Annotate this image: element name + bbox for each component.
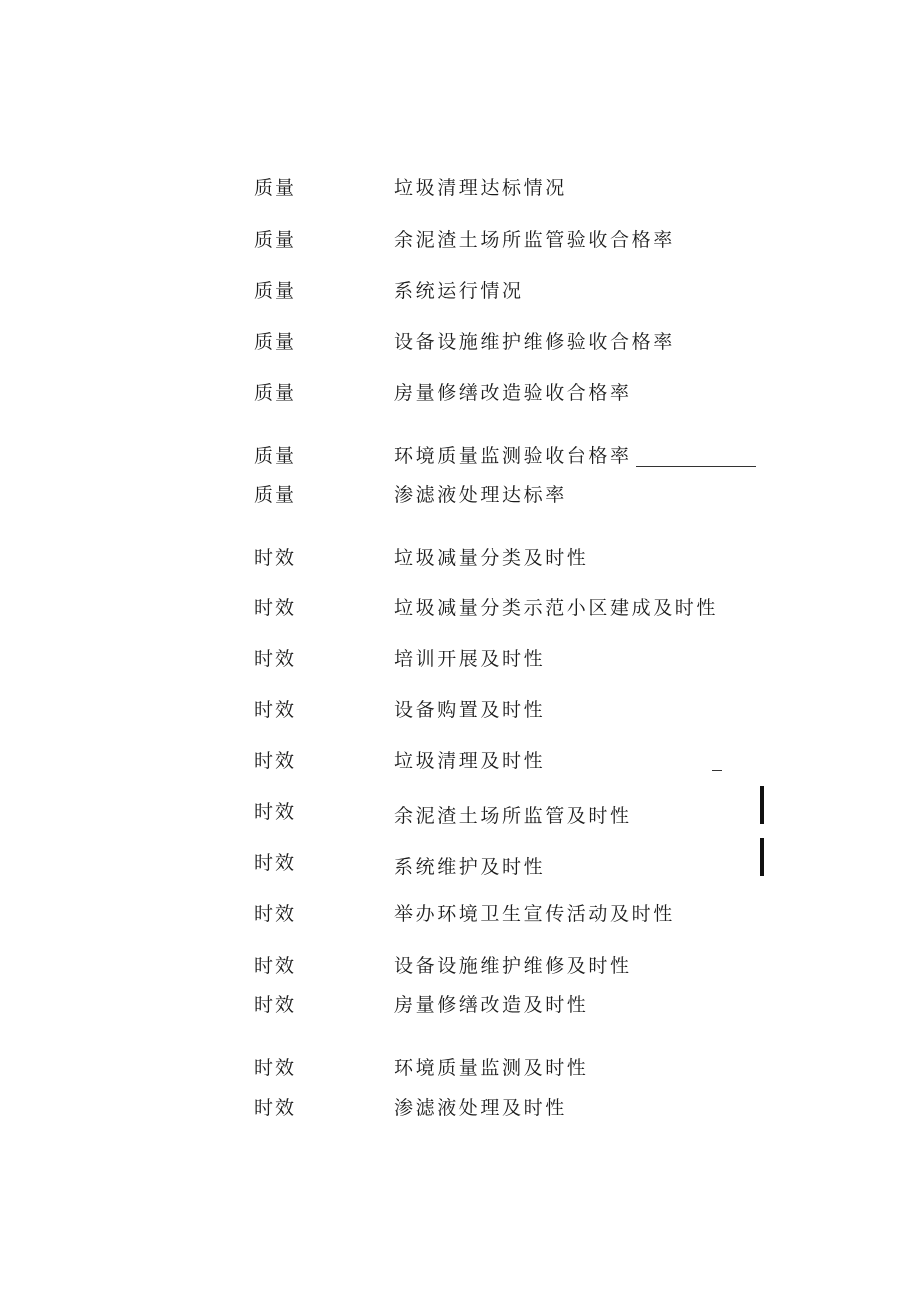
table-row xyxy=(0,1096,920,1126)
row-category: 时效 xyxy=(254,699,297,721)
row-category: 时效 xyxy=(254,547,297,569)
row-indicator: 设备购置及时性 xyxy=(394,699,546,721)
table-row xyxy=(0,381,920,411)
table-row xyxy=(0,444,920,474)
row-category: 质量 xyxy=(254,445,297,467)
row-category: 质量 xyxy=(254,280,297,302)
table-row xyxy=(0,647,920,677)
row-category: 质量 xyxy=(254,484,297,506)
row-indicator: 设备设施维护维修及时性 xyxy=(394,955,632,977)
row-category: 质量 xyxy=(254,331,297,353)
row-indicator: 举办环境卫生宣传活动及时性 xyxy=(394,903,675,925)
row-category: 时效 xyxy=(254,1097,297,1119)
table-row xyxy=(0,546,920,576)
table-row xyxy=(0,330,920,360)
row-indicator: 余泥渣土场所监管及时性 xyxy=(394,805,632,827)
row-category: 时效 xyxy=(254,648,297,670)
row-category: 时效 xyxy=(254,955,297,977)
row-indicator: 培训开展及时性 xyxy=(394,648,546,670)
table-row xyxy=(0,176,920,206)
row-indicator: 垃圾清理及时性 xyxy=(394,750,546,772)
row-category: 时效 xyxy=(254,1057,297,1079)
row-indicator: 余泥渣土场所监管验收合格率 xyxy=(394,229,675,251)
underline-mark xyxy=(636,466,756,467)
table-row xyxy=(0,800,920,830)
dash-mark xyxy=(712,770,722,771)
row-indicator: 房量修缮改造验收合格率 xyxy=(394,382,632,404)
table-row xyxy=(0,749,920,779)
table-row xyxy=(0,902,920,932)
row-category: 时效 xyxy=(254,852,297,874)
row-category: 时效 xyxy=(254,903,297,925)
row-indicator: 垃圾减量分类及时性 xyxy=(394,547,589,569)
row-indicator: 设备设施维护维修验收合格率 xyxy=(394,331,675,353)
table-row xyxy=(0,279,920,309)
row-indicator: 环境质量监测验收台格率 xyxy=(394,445,632,467)
table-row xyxy=(0,993,920,1023)
row-indicator: 垃圾清理达标情况 xyxy=(394,177,567,199)
row-indicator: 渗滤液处理达标率 xyxy=(394,484,567,506)
table-row xyxy=(0,483,920,513)
row-category: 时效 xyxy=(254,801,297,823)
row-category: 质量 xyxy=(254,177,297,199)
row-indicator: 垃圾减量分类示范小区建成及时性 xyxy=(394,597,719,619)
row-category: 时效 xyxy=(254,750,297,772)
table-row xyxy=(0,851,920,881)
row-category: 时效 xyxy=(254,994,297,1016)
table-row xyxy=(0,596,920,626)
table-row xyxy=(0,1056,920,1086)
vertical-bar-mark xyxy=(760,786,764,824)
row-indicator: 渗滤液处理及时性 xyxy=(394,1097,567,1119)
row-indicator: 系统维护及时性 xyxy=(394,856,546,878)
row-category: 质量 xyxy=(254,229,297,251)
row-category: 质量 xyxy=(254,382,297,404)
table-row xyxy=(0,698,920,728)
row-indicator: 房量修缮改造及时性 xyxy=(394,994,589,1016)
vertical-bar-mark xyxy=(760,838,764,876)
table-row xyxy=(0,954,920,984)
row-indicator: 环境质量监测及时性 xyxy=(394,1057,589,1079)
row-category: 时效 xyxy=(254,597,297,619)
row-indicator: 系统运行情况 xyxy=(394,280,524,302)
table-row xyxy=(0,228,920,258)
